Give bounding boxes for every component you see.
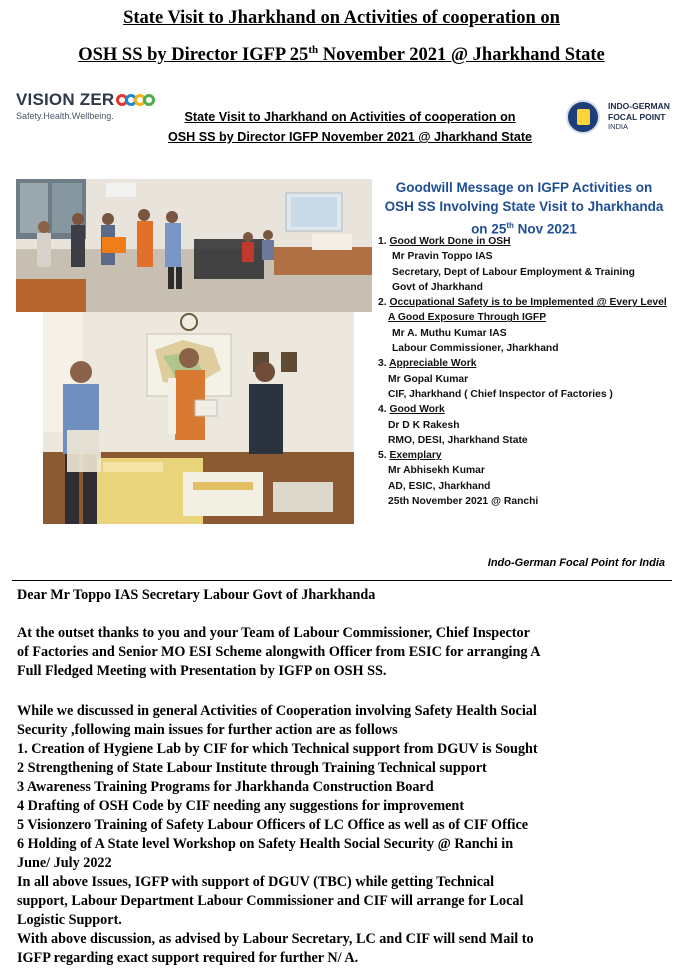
- goodwill-item-heading: Good Work: [389, 404, 445, 416]
- issue-item: June/ July 2022: [17, 855, 112, 871]
- goodwill-item: 3. Appreciable Work Mr Gopal Kumar CIF, Jharkhand ( Chief Inspector of Factories ): [378, 358, 613, 400]
- issue-item: 3 Awareness Training Programs for Jharkhanda Construction Board: [17, 779, 434, 795]
- goodwill-title-line2: OSH SS Involving State Visit to Jharkhanda: [384, 199, 664, 214]
- vision-zero-tagline: Safety.Health.Wellbeing.: [16, 111, 114, 121]
- igfp-logo-line3: INDIA: [608, 122, 629, 132]
- goodwill-title-line1: Goodwill Message on IGFP Activities on: [395, 180, 653, 195]
- goodwill-item-heading: Exemplary: [389, 450, 442, 462]
- vision-zero-logo: [16, 90, 155, 121]
- issue-item: 6 Holding of A State level Workshop on Safety Health Social Security @ Ranchi in: [17, 836, 514, 852]
- goodwill-item-heading: Good Work Done in OSH: [389, 236, 511, 247]
- divider: [12, 580, 672, 581]
- letter-paragraph-2: While we discussed in general Activities of Cooperation involving Safety Health Social Security ,following main issues for further action are as follows 1. Creation of Hygiene Lab by CIF for which Technical support from DGUV is Sought 2 Strengthening of State Labour Institute through Training Technical support 3 Awareness Training Programs for Jharkhanda Construction Board 4 Drafting of OSH Code by CIF needing any suggestions for improvement 5 Visionzero Training of Safety Labour Officers of LC Office as well as of CIF Office 6 Holding of A State level Workshop on Safety Health Social Security @ Ranchi in June/ July 2022 In all above Issues, IGFP with support of DGUV (TBC) while getting Technical support, Labour Department Labour Commissioner and CIF will arrange for Local Logistic Support. With above discussion, as advised by Labour Secretary, LC and CIF will send Mail to IGFP regarding exact support required for further N/ A.: [17, 702, 643, 968]
- issue-item: 5 Visionzero Training of Safety Labour Officers of LC Office as well as of CIF Office: [17, 817, 529, 833]
- header-subtitle-line1: State Visit to Jharkhand on Activities of cooperation on: [184, 110, 516, 124]
- issue-item: 1. Creation of Hygiene Lab by CIF for which Technical support from DGUV is Sought: [17, 741, 538, 757]
- goodwill-item: 5. Exemplary Mr Abhisekh Kumar AD, ESIC, Jharkhand 25th November 2021 @ Ranchi: [378, 450, 539, 508]
- goodwill-item: 2. Occupational Safety is to be Implemented @ Every Level A Good Exposure Through IGFP Mr A. Muthu Kumar IAS Labour Commissioner, Jharkhand: [378, 297, 667, 355]
- header-subtitle-line2: OSH SS by Director IGFP November 2021 @ Jharkhand State: [167, 130, 533, 144]
- office-handover-photo: [43, 312, 354, 524]
- igfp-logo: [566, 100, 670, 134]
- goodwill-list: [378, 234, 678, 509]
- goodwill-item-heading: Occupational Safety is to be Implemented @ Every Level: [389, 297, 667, 309]
- goodwill-title-line3: on 25th Nov 2021: [471, 221, 577, 237]
- igfp-logo-line2: FOCAL POINT: [608, 111, 666, 122]
- issue-item: 4 Drafting of OSH Code by CIF needing any suggestions for improvement: [17, 798, 465, 814]
- issue-item: 2 Strengthening of State Labour Institute through Training Technical support: [17, 760, 487, 776]
- goodwill-item-heading: Appreciable Work: [389, 358, 477, 370]
- vision-zero-wordmark: VISION ZER: [16, 90, 115, 109]
- document-title-line2: OSH SS by Director IGFP 25th November 2021 @ Jharkhand State: [78, 44, 605, 66]
- signoff-text: Indo-German Focal Point for India: [487, 557, 665, 569]
- letter-salutation: Dear Mr Toppo IAS Secretary Labour Govt of Jharkhanda: [17, 587, 376, 603]
- vision-zero-rings-icon: [116, 94, 155, 106]
- goodwill-item: 4. Good Work Dr D K Rakesh RMO, DESI, Jharkhand State: [378, 404, 528, 446]
- letter-paragraph-1: At the outset thanks to you and your Team of Labour Commissioner, Chief Inspector of Factories and Senior MO ESI Scheme alongwith Officer from ESIC for arranging A Full Fledged Meeting with Presentation by IGFP on OSH SS.: [17, 625, 541, 679]
- igfp-logo-line1: INDO-GERMAN: [608, 101, 670, 112]
- document-title-line1: State Visit to Jharkhand on Activities of cooperation on: [123, 8, 560, 28]
- goodwill-item: 1. Good Work Done in OSH Mr Pravin Toppo IAS Secretary, Dept of Labour Employment & Training Govt of Jharkhand: [378, 236, 635, 293]
- igfp-seal-icon: [566, 100, 600, 134]
- meeting-room-photo: [16, 179, 372, 312]
